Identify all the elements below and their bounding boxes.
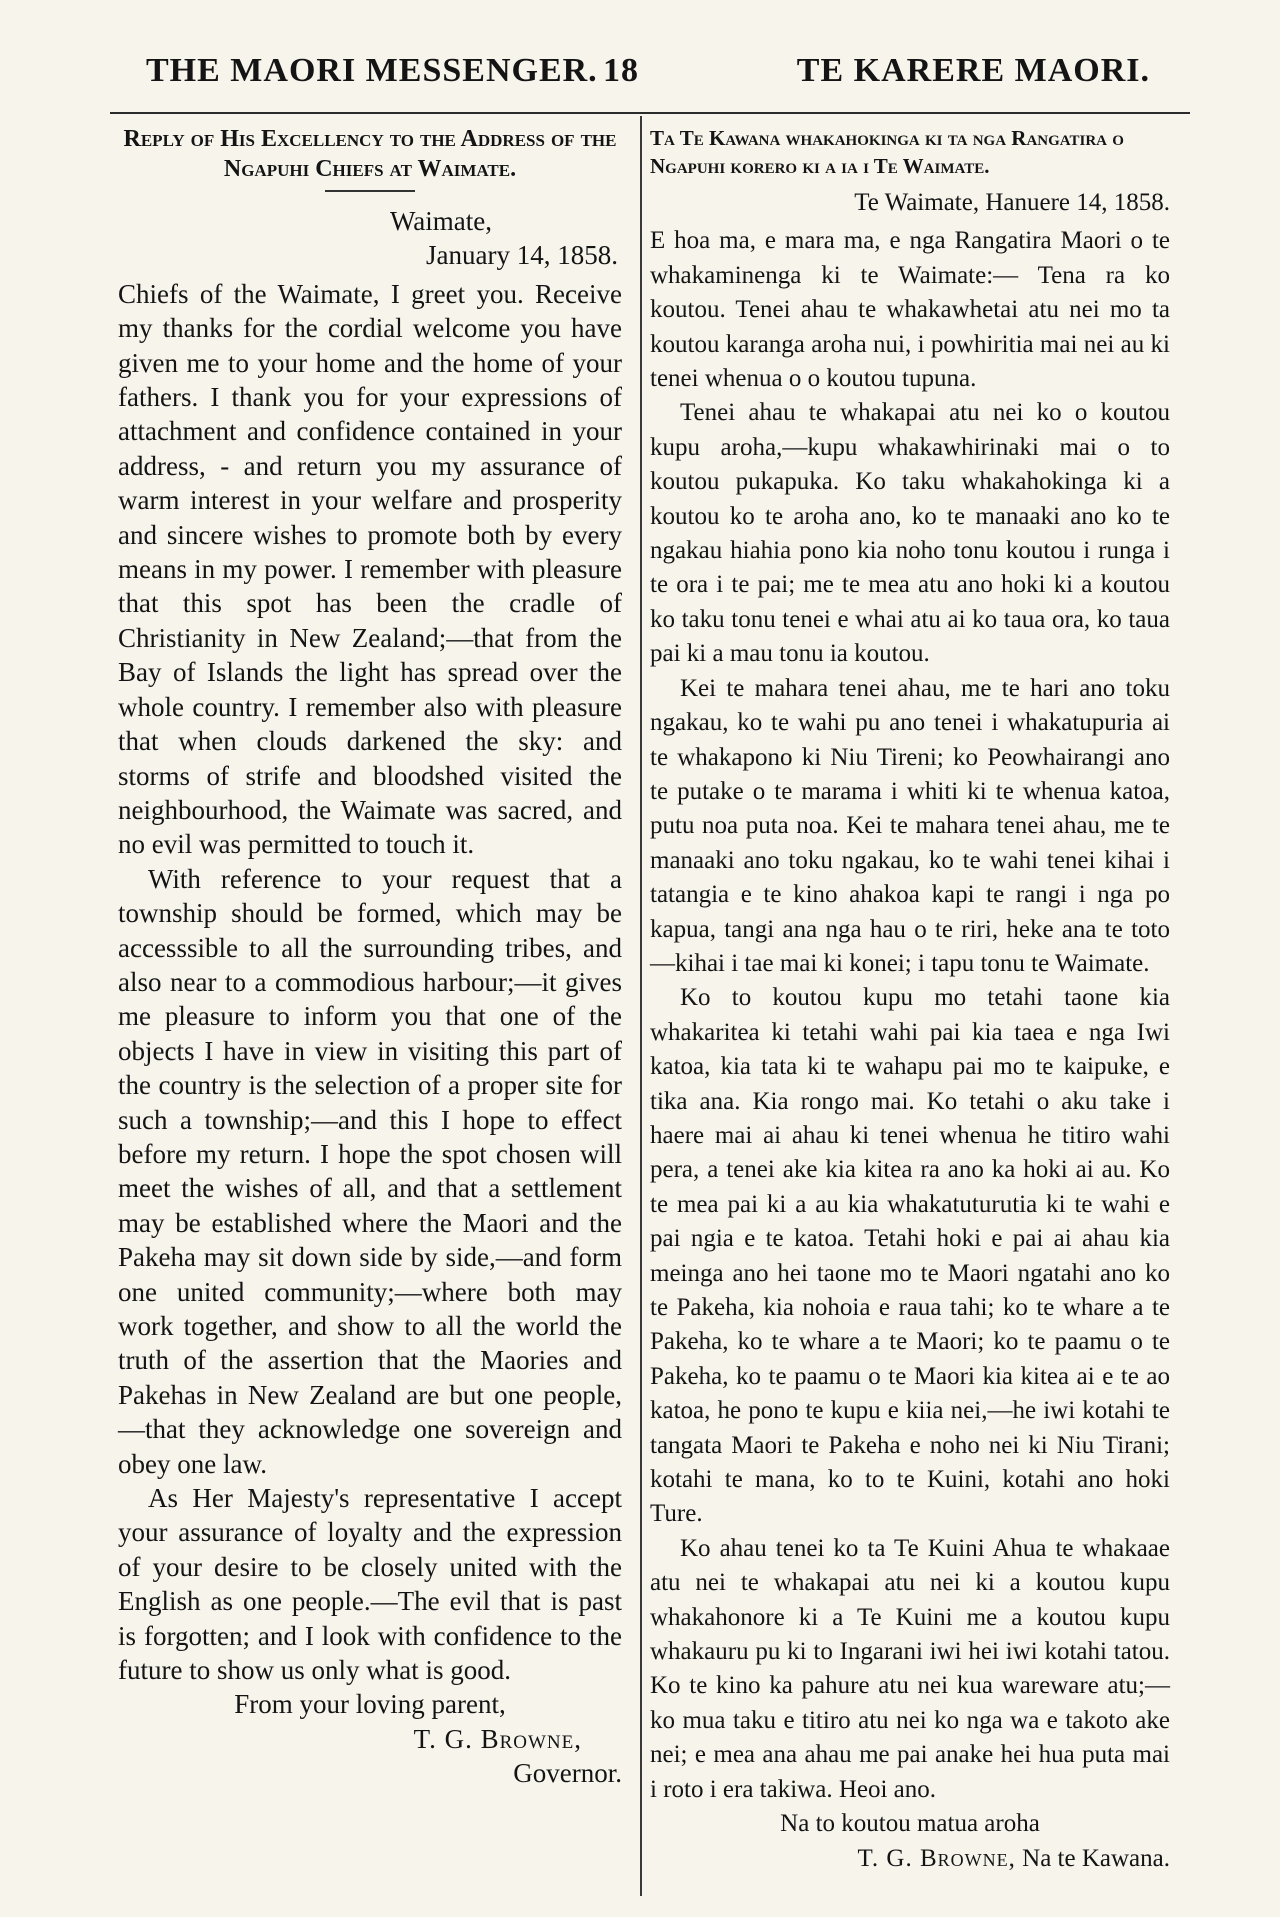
maori-paragraph: E hoa ma, e mara ma, e nga Rangatira Maori o te whakaminenga ki te Waimate:— Tena ra ko koutou. Tenei ahau te whakawhetai atu nei mo ta koutou karanga aroha nui, i powhiritia mai nei au ki tenei whenua o o koutou tupuna.	[650, 227, 1170, 393]
maori-paragraph: Tenei ahau te whakapai atu nei ko o koutou kupu aroha,—kupu whakawhirinaki mai o to koutou pukapuka. Ko taku whakahokinga ki a koutou ko te aroha ano, ko te manaaki ano ko te ngakau hiahia pono kia noho tonu koutou i runga i te ora i te pai; me te mea atu ano hoki ki a koutou ko taku tonu tenei e whai atu ai ko taua ora, ko taua pai ki a mau tonu ia koutou.	[650, 399, 1170, 668]
maori-column	[650, 124, 1170, 1876]
header-maori-title: TE KARERE MAORI.	[796, 52, 1150, 89]
maori-heading: Ta Te Kawana whakahokinga ki ta nga Rangatira o Ngapuhi korero ki a ia i Te Waimate.	[650, 126, 1124, 178]
english-signature-name: T. G. Browne,	[413, 1723, 582, 1754]
maori-signature-name: T. G. Browne,	[857, 1844, 1016, 1872]
english-paragraph: As Her Majesty's representative I accept your assurance of loyalty and the expression of your desire to be closely united with the English as one people.—The evil that is past is forgotten; and I look with confidence to the future to show us only what is good.	[118, 1483, 622, 1686]
english-heading: Reply of His Excellency to the Address of the Ngapuhi Chiefs at Waimate.	[123, 126, 617, 182]
maori-paragraph: Ko to koutou kupu mo tetahi taone kia whakaritea ki tetahi wahi pai kia taea e nga Iwi katoa, kia tata ki te wahapu pai mo te kaipuke, e tika ana. Kia rongo mai. Ko tetahi o aku take i haere mai ai ahau ki tenei whenua he titiro wahi pera, a tenei ake kia kitea ra ano ka hoki ai au. Ko te mea pai ki a au kia whakatuturutia ki te wahi e pai ngia e te katoa. Tetahi hoki e pai ai ahau kia meinga ano hei taone mo te Maori ngatahi ano ko te Pakeha, kia nohoia e raua tahi; ko te whare a te Pakeha, ko te whare a te Maori; ko te paamu o te Pakeha, ko te paamu o te Maori kia kitea ai e te ao katoa, he pono te kupu e kiia nei,—he iwi kotahi te tangata Maori te Pakeha e noho nei ki Niu Tirani; kotahi te mana, ko to te Kuini, kotahi ano hoki Ture.	[650, 984, 1170, 1528]
running-header	[110, 52, 1190, 102]
english-signature-title: Governor.	[513, 1758, 622, 1789]
english-dateline-date: January 14, 1858.	[426, 240, 618, 271]
english-signature	[118, 1722, 622, 1756]
page-number: 18	[603, 52, 639, 89]
maori-dateline: Te Waimate, Hanuere 14, 1858.	[854, 189, 1170, 216]
english-paragraph: With reference to your request that a township should be formed, which may be accesssible to all the surrounding tribes, and also near to a commodious harbour;—it gives me pleasure to inform you that one of the objects I have in view in visiting this part of the country is the selection of a proper site for such a township;—and this I hope to effect before my return. I hope the spot chosen will meet the wishes of all, and that a settlement may be established where the Maori and the Pakeha may sit down side by side,—and form one united community;—where both may work together, and show to all the world the truth of the assertion that the Maories and Pakehas in New Zealand are but one people,—that they acknowledge one sovereign and obey one law.	[118, 863, 622, 1479]
heading-ornament	[325, 190, 415, 192]
english-dateline-place: Waimate,	[389, 206, 492, 236]
maori-signature	[650, 1842, 1170, 1876]
maori-paragraph: Ko ahau tenei ko ta Te Kuini Ahua te whakaae atu nei te whakapai atu nei ki a koutou kupu whakahonore ki a Te Kuini me a koutou kupu whakauru pu ki to Ingarani iwi hei iwi kotahi tatou. Ko te kino ka pahure atu nei kua wareware atu;—ko mua taku e titiro atu nei ko nga wa e takoto ake nei; e mea ana ahau me pai anake hei hua puta mai i roto i era takiwa. Heoi ano.	[650, 1534, 1170, 1803]
english-closing: From your loving parent,	[234, 1689, 506, 1720]
header-rule	[110, 112, 1190, 114]
english-column	[118, 124, 622, 1791]
maori-closing: Na to koutou matua aroha	[780, 1810, 1040, 1838]
english-paragraph: Chiefs of the Waimate, I greet you. Receive my thanks for the cordial welcome you have given me to your home and the home of your fathers. I thank you for your expressions of attachment and confidence contained in your address, - and return you my assurance of warm interest in your welfare and prosperity and sincere wishes to promote both by every means in my power. I remember with pleasure that this spot has been the cradle of Christianity in New Zealand;—that from the Bay of Islands the light has spread over the whole country. I remember also with pleasure that when clouds darkened the sky: and storms of strife and bloodshed visited the neighbourhood, the Waimate was sacred, and no evil was permitted to touch it.	[118, 278, 622, 860]
column-divider	[640, 116, 642, 1896]
maori-paragraph: Kei te mahara tenei ahau, me te hari ano toku ngakau, ko te wahi pu ano tenei i whakatupuria ai te whakapono ki Niu Tireni; ko Peowhairangi ano te putake o te marama i whiti ki te whenua katoa, putu noa puta noa. Kei te mahara tenei ahau, me te manaaki ano toku ngakau, ko te wahi tenei kihai i tatangia e te kino ahakoa kapi te rangi i nga po kapua, tangi ana nga hau o te riri, heke ana te toto—kihai i tae mai ki konei; i tapu tonu te Waimate.	[650, 674, 1170, 977]
maori-signature-title: Na te Kawana.	[1022, 1844, 1170, 1872]
header-english-title: THE MAORI MESSENGER.	[146, 52, 598, 89]
